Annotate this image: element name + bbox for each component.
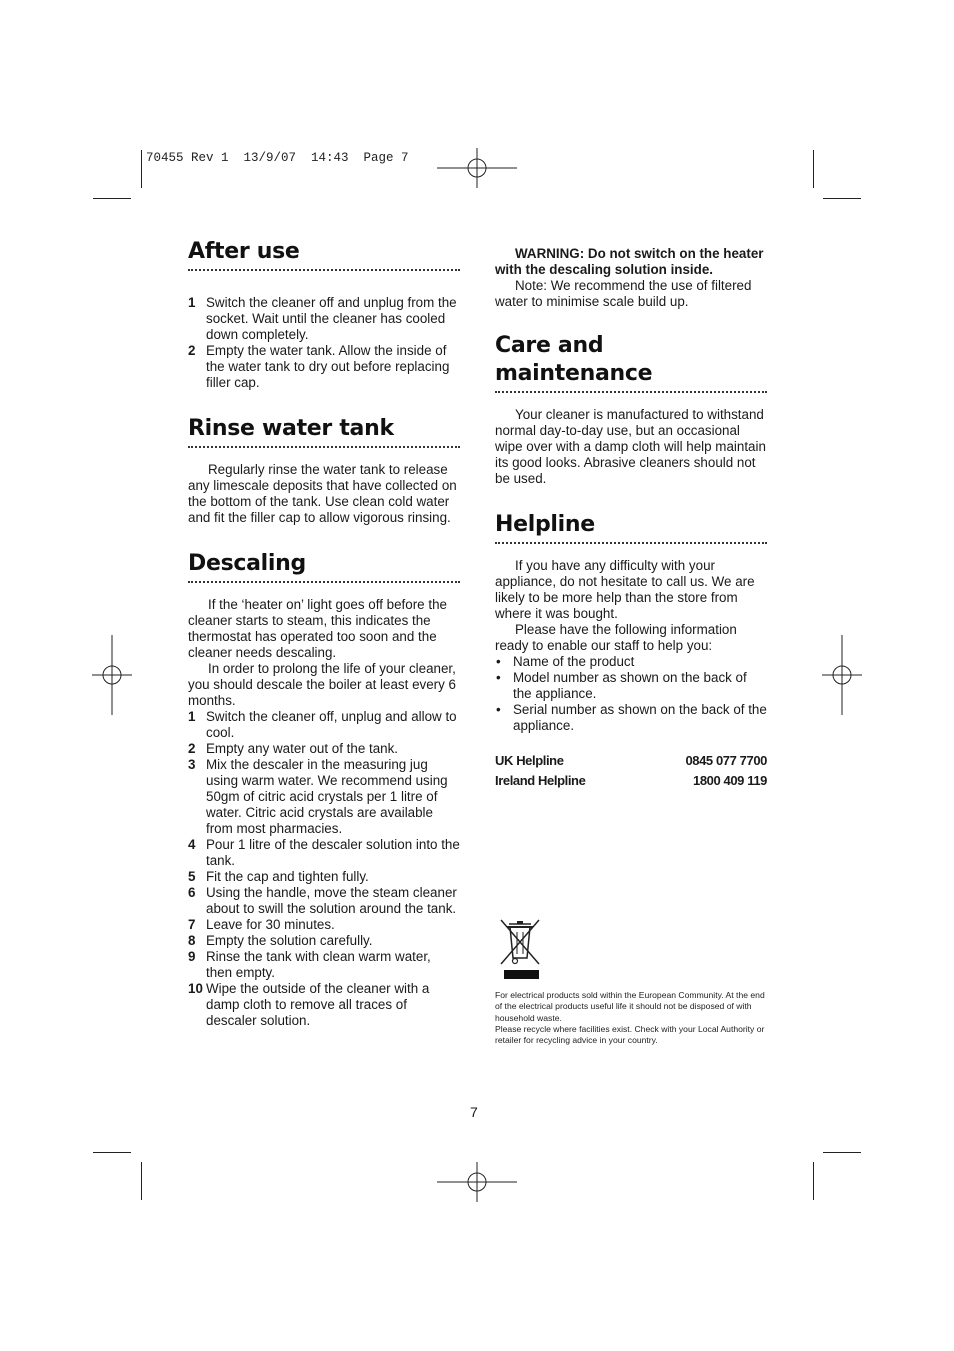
weee-text-2: Please recycle where facilities exist. Check with your Local Authority or retailer for recycling advice in your country. [495,1023,765,1046]
uk-helpline-label: UK Helpline [495,753,564,768]
list-item: • Name of the product [496,654,635,669]
descaling-steps [188,709,460,1029]
heading-descaling: Descaling [188,550,460,583]
list-item: 1 Switch the cleaner off, unplug and allow to cool. [188,709,457,740]
helpline-paragraph-2: Please have the following information ready to enable our staff to help you: [495,622,737,653]
heading-care-and-maintenance: Care and maintenance [495,332,767,393]
list-item: 2 Empty the water tank. Allow the inside of the water tank to dry out before replacing filler cap. [188,343,450,390]
helpline-info-list [495,654,767,734]
weee-disposal-notice [495,990,770,1046]
section-helpline [495,511,767,793]
ireland-helpline-row [495,773,767,793]
list-item: 9 Rinse the tank with clean warm water, then empty. [188,949,431,980]
after-use-steps [188,295,460,391]
list-item: 7 Leave for 30 minutes. [188,917,335,932]
section-after-use [188,238,460,391]
helpline-paragraph-1: If you have any difficulty with your appliance, do not hesitate to call us. We are likely to be more help than the store from where it was bought. [495,558,755,621]
list-item: 10 Wipe the outside of the cleaner with a damp cloth to remove all traces of descaler solution. [188,981,430,1028]
uk-helpline-number: 0845 077 7700 [685,753,767,768]
ireland-helpline-label: Ireland Helpline [495,773,586,788]
section-rinse-water-tank [188,415,460,526]
descaling-paragraph-2: In order to prolong the life of your cleaner, you should descale the boiler at least every 6 months. [188,661,456,708]
crossed-out-wheelie-bin-icon [495,916,545,982]
list-item: 8 Empty the solution carefully. [188,933,373,948]
descaling-paragraph-1: If the ‘heater on’ light goes off before the cleaner starts to steam, this indicates the thermostat has operated too soon and the cleaner needs descaling. [188,597,447,660]
registration-mark-top [437,148,517,188]
section-descaling [188,550,460,1029]
registration-mark-left [92,635,132,715]
print-slug: 70455 Rev 1 13/9/07 14:43 Page 7 [146,151,409,165]
left-column [188,238,460,1029]
warning-text: WARNING: Do not switch on the heater with the descaling solution inside. [495,246,764,277]
right-column [495,246,767,793]
list-item: 2 Empty any water out of the tank. [188,741,399,756]
list-item: 3 Mix the descaler in the measuring jug using warm water. We recommend using 50gm of citric acid crystals per 1 litre of water. Citric acid crystals are available from most pharmacies. [188,757,448,836]
registration-mark-bottom [437,1162,517,1202]
list-item: 5 Fit the cap and tighten fully. [188,869,369,884]
warning-note: Note: We recommend the use of filtered water to minimise scale build up. [495,278,752,309]
list-item: • Serial number as shown on the back of the appliance. [496,702,767,733]
heading-helpline: Helpline [495,511,767,544]
heading-rinse-water-tank: Rinse water tank [188,415,460,448]
ireland-helpline-number: 1800 409 119 [692,773,767,788]
uk-helpline-row [495,753,767,773]
page-number: 7 [470,1104,478,1120]
list-item: 4 Pour 1 litre of the descaler solution into the tank. [188,837,460,868]
list-item: 1 Switch the cleaner off and unplug from the socket. Wait until the cleaner has cooled down completely. [188,295,457,342]
weee-text-1: For electrical products sold within the European Community. At the end of the electrical products useful life it should not be disposed of with household waste. [495,990,765,1023]
care-paragraph: Your cleaner is manufactured to withstand normal day-to-day use, but an occasional wipe over with a damp cloth will help maintain its good looks. Abrasive cleaners should not be used. [495,407,766,486]
list-item: 6 Using the handle, move the steam cleaner about to swill the solution around the tank. [188,885,457,916]
descaling-warning [495,246,767,310]
rinse-paragraph: Regularly rinse the water tank to release any limescale deposits that have collected on the bottom of the tank. Use clean cold water and fit the filler cap to allow vigorous rinsing. [188,462,457,525]
section-care-and-maintenance [495,332,767,487]
list-item: • Model number as shown on the back of the appliance. [496,670,747,701]
heading-after-use: After use [188,238,460,271]
registration-mark-right [822,635,862,715]
helpline-numbers [495,753,767,793]
